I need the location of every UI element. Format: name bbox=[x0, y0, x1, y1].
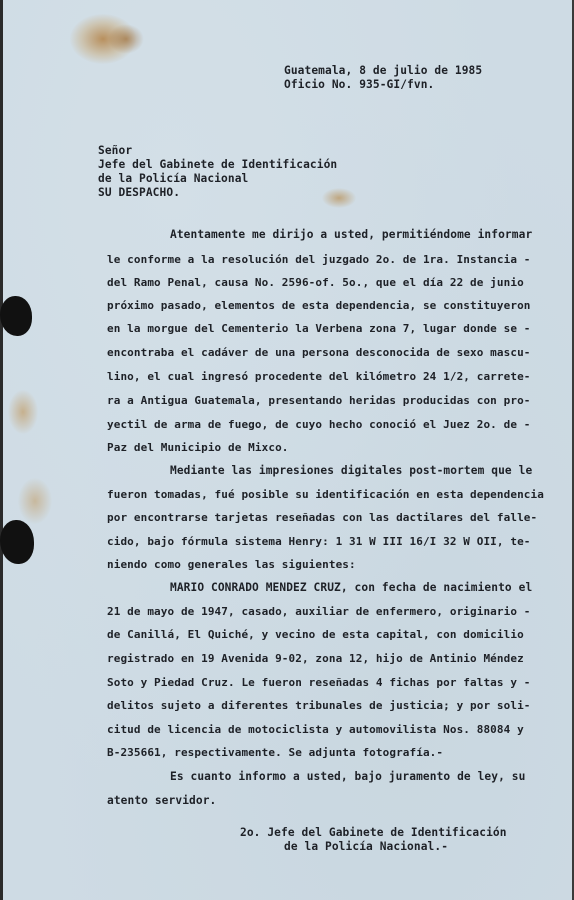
body-line: delitos sujeto a diferentes tribunales de justicia; y por soli- bbox=[107, 699, 531, 712]
body-line: Mediante las impresiones digitales post-mortem que le bbox=[170, 464, 533, 477]
water-stain bbox=[8, 390, 38, 434]
signature-line: 2o. Jefe del Gabinete de Identificación bbox=[240, 826, 507, 839]
body-line: por encontrarse tarjetas reseñadas con las dactilares del falle- bbox=[107, 511, 538, 524]
body-line: del Ramo Penal, causa No. 2596-of. 5o., que el día 22 de junio bbox=[107, 276, 524, 289]
scan-edge-left bbox=[0, 0, 3, 900]
body-line: fueron tomadas, fué posible su identificación en esta dependencia bbox=[107, 488, 544, 501]
water-stain bbox=[70, 14, 136, 64]
body-line: en la morgue del Cementerio la Verbena zona 7, lugar donde se - bbox=[107, 322, 531, 335]
punch-hole bbox=[0, 520, 34, 564]
water-stain bbox=[18, 478, 52, 524]
place-date: Guatemala, 8 de julio de 1985 bbox=[284, 64, 483, 77]
body-line: 21 de mayo de 1947, casado, auxiliar de enfermero, originario - bbox=[107, 605, 531, 618]
body-line: niendo como generales las siguientes: bbox=[107, 558, 356, 571]
body-line: Soto y Piedad Cruz. Le fueron reseñadas 4 fichas por faltas y - bbox=[107, 676, 531, 689]
addressee-line: Señor bbox=[98, 144, 133, 157]
body-line: Atentamente me dirijo a usted, permitiéndome informar bbox=[170, 228, 533, 241]
body-line: Paz del Municipio de Mixco. bbox=[107, 441, 289, 454]
body-line: ra a Antigua Guatemala, presentando heridas producidas con pro- bbox=[107, 394, 531, 407]
body-line: encontraba el cadáver de una persona desconocida de sexo mascu- bbox=[107, 346, 531, 359]
body-line: cido, bajo fórmula sistema Henry: 1 31 W III 16/I 32 W OII, te- bbox=[107, 535, 531, 548]
addressee-line: Jefe del Gabinete de Identificación bbox=[98, 158, 338, 171]
water-stain bbox=[108, 24, 144, 54]
signature-line: de la Policía Nacional.- bbox=[284, 840, 449, 853]
addressee-line: de la Policía Nacional bbox=[98, 172, 249, 185]
body-line: citud de licencia de motociclista y automovilista Nos. 88084 y bbox=[107, 723, 524, 736]
body-line: MARIO CONRADO MENDEZ CRUZ, con fecha de nacimiento el bbox=[170, 581, 533, 594]
body-line: atento servidor. bbox=[107, 794, 217, 807]
reference-number: Oficio No. 935-GI/fvn. bbox=[284, 78, 435, 91]
addressee-line: SU DESPACHO. bbox=[98, 186, 181, 199]
body-line: próximo pasado, elementos de esta dependencia, se constituyeron bbox=[107, 299, 531, 312]
water-stain bbox=[322, 188, 356, 208]
body-line: registrado en 19 Avenida 9-02, zona 12, hijo de Antinio Méndez bbox=[107, 652, 524, 665]
body-line: lino, el cual ingresó procedente del kilómetro 24 1/2, carrete- bbox=[107, 370, 531, 383]
punch-hole bbox=[0, 296, 32, 336]
body-line: le conforme a la resolución del juzgado 2o. de 1ra. Instancia - bbox=[107, 253, 531, 266]
body-line: B-235661, respectivamente. Se adjunta fotografía.- bbox=[107, 746, 444, 759]
body-line: yectil de arma de fuego, de cuyo hecho conoció el Juez 2o. de - bbox=[107, 418, 531, 431]
body-line: Es cuanto informo a usted, bajo juramento de ley, su bbox=[170, 770, 526, 783]
body-line: de Canillá, El Quiché, y vecino de esta capital, con domicilio bbox=[107, 628, 524, 641]
